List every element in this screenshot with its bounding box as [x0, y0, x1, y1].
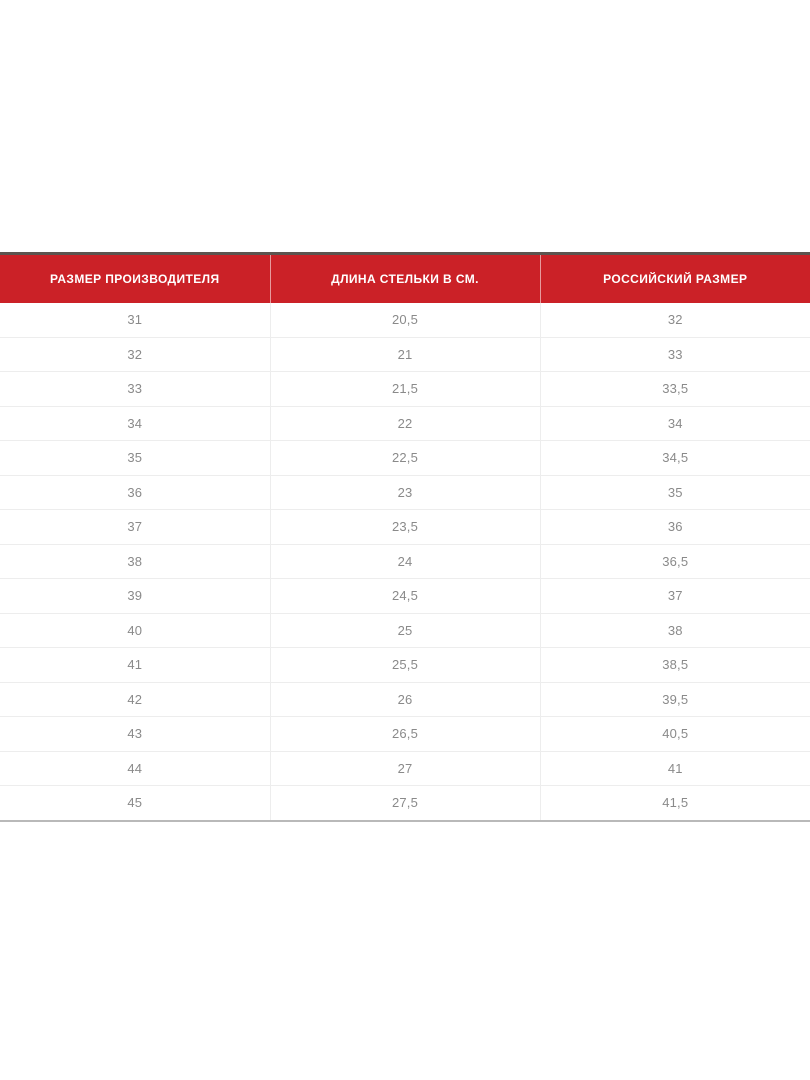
cell-manufacturer-size: 36 [0, 475, 270, 510]
cell-insole-length-cm: 20,5 [270, 303, 540, 337]
size-conversion-table [0, 252, 810, 822]
cell-insole-length-cm: 21,5 [270, 372, 540, 407]
table-row [0, 372, 810, 407]
cell-russian-size: 41 [540, 751, 810, 786]
cell-russian-size: 37 [540, 579, 810, 614]
table-row [0, 682, 810, 717]
cell-insole-length-cm: 27,5 [270, 786, 540, 821]
cell-insole-length-cm: 23,5 [270, 510, 540, 545]
cell-insole-length-cm: 25,5 [270, 648, 540, 683]
table-row [0, 613, 810, 648]
cell-insole-length-cm: 24,5 [270, 579, 540, 614]
cell-russian-size: 38 [540, 613, 810, 648]
cell-manufacturer-size: 45 [0, 786, 270, 821]
table-header-row [0, 254, 810, 304]
cell-russian-size: 40,5 [540, 717, 810, 752]
cell-manufacturer-size: 33 [0, 372, 270, 407]
column-header-manufacturer-size: РАЗМЕР ПРОИЗВОДИТЕЛЯ [0, 254, 270, 304]
cell-insole-length-cm: 23 [270, 475, 540, 510]
column-header-russian-size: РОССИЙСКИЙ РАЗМЕР [540, 254, 810, 304]
table-row [0, 544, 810, 579]
cell-manufacturer-size: 41 [0, 648, 270, 683]
table-row [0, 579, 810, 614]
table-row [0, 337, 810, 372]
table-row [0, 786, 810, 821]
cell-manufacturer-size: 37 [0, 510, 270, 545]
cell-russian-size: 36,5 [540, 544, 810, 579]
cell-manufacturer-size: 40 [0, 613, 270, 648]
cell-russian-size: 33 [540, 337, 810, 372]
cell-insole-length-cm: 22,5 [270, 441, 540, 476]
table-row [0, 717, 810, 752]
table-row [0, 441, 810, 476]
table-header [0, 254, 810, 304]
cell-manufacturer-size: 34 [0, 406, 270, 441]
table-body [0, 303, 810, 821]
cell-insole-length-cm: 22 [270, 406, 540, 441]
cell-manufacturer-size: 31 [0, 303, 270, 337]
cell-insole-length-cm: 21 [270, 337, 540, 372]
cell-russian-size: 41,5 [540, 786, 810, 821]
table-row [0, 510, 810, 545]
cell-russian-size: 34 [540, 406, 810, 441]
cell-manufacturer-size: 32 [0, 337, 270, 372]
cell-russian-size: 39,5 [540, 682, 810, 717]
cell-manufacturer-size: 35 [0, 441, 270, 476]
cell-russian-size: 34,5 [540, 441, 810, 476]
table-row [0, 303, 810, 337]
cell-insole-length-cm: 26 [270, 682, 540, 717]
cell-insole-length-cm: 27 [270, 751, 540, 786]
cell-russian-size: 38,5 [540, 648, 810, 683]
cell-insole-length-cm: 26,5 [270, 717, 540, 752]
cell-manufacturer-size: 44 [0, 751, 270, 786]
table-row [0, 475, 810, 510]
cell-russian-size: 36 [540, 510, 810, 545]
cell-manufacturer-size: 39 [0, 579, 270, 614]
table-row [0, 406, 810, 441]
cell-manufacturer-size: 42 [0, 682, 270, 717]
column-header-insole-length-cm: ДЛИНА СТЕЛЬКИ В СМ. [270, 254, 540, 304]
cell-insole-length-cm: 24 [270, 544, 540, 579]
table-row [0, 751, 810, 786]
cell-russian-size: 32 [540, 303, 810, 337]
cell-russian-size: 35 [540, 475, 810, 510]
cell-manufacturer-size: 43 [0, 717, 270, 752]
cell-manufacturer-size: 38 [0, 544, 270, 579]
cell-insole-length-cm: 25 [270, 613, 540, 648]
cell-russian-size: 33,5 [540, 372, 810, 407]
table-row [0, 648, 810, 683]
